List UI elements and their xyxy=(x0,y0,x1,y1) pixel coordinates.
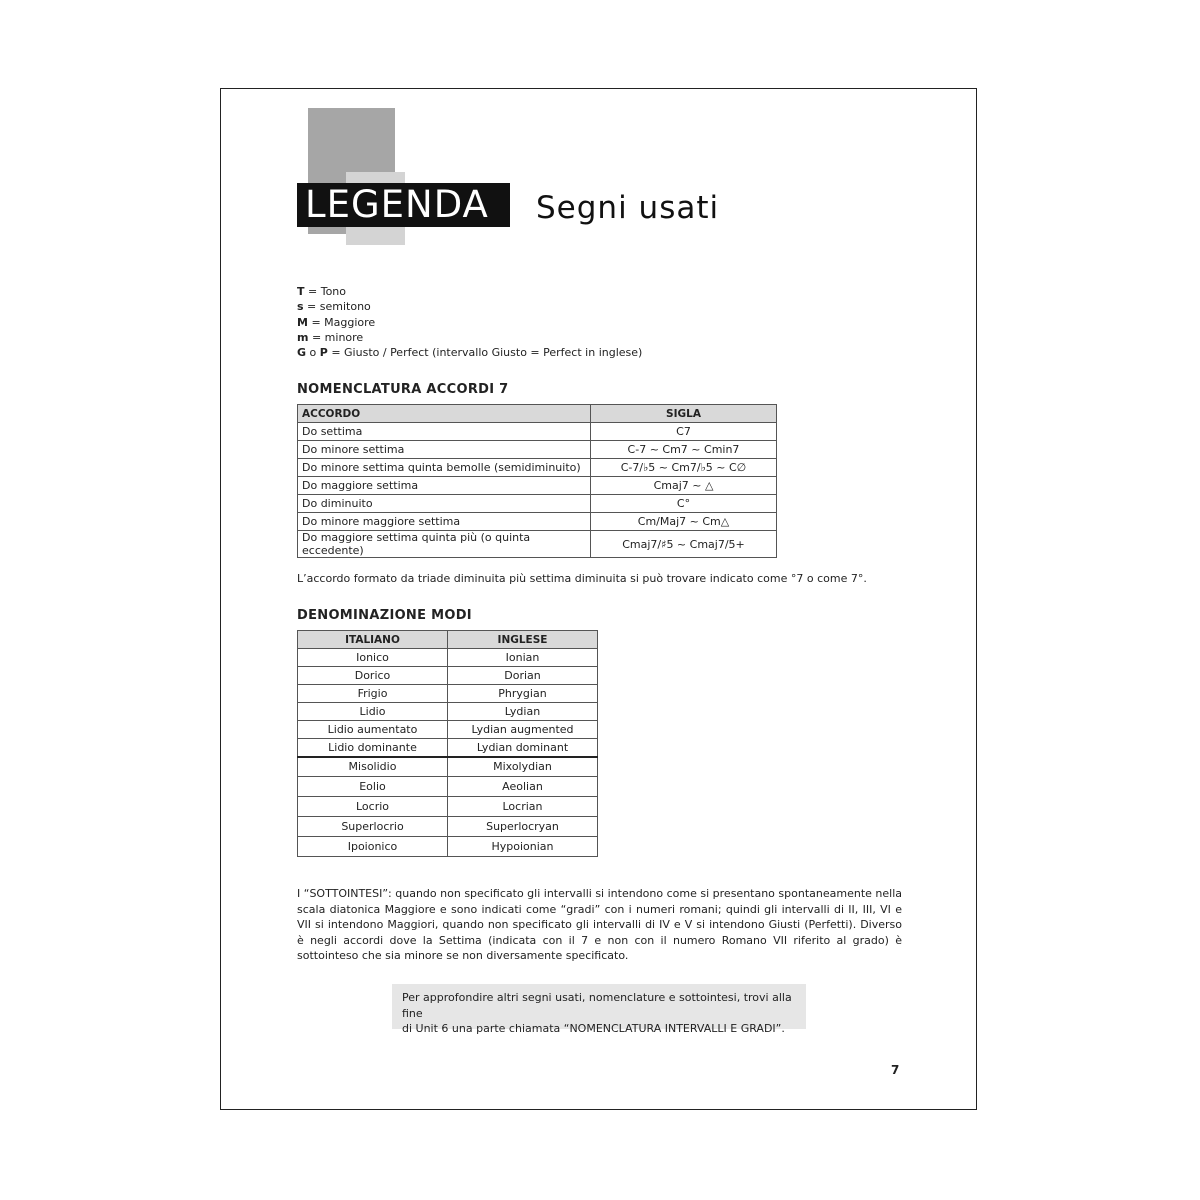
table-cell: Locrian xyxy=(448,797,598,817)
column-header: INGLESE xyxy=(448,631,598,649)
table-row xyxy=(298,649,598,667)
table-row xyxy=(298,513,777,531)
info-callout xyxy=(392,984,806,1035)
table-cell: Ionian xyxy=(448,649,598,667)
table-cell: C-7/♭5 ~ Cm7/♭5 ~ C∅ xyxy=(591,459,777,477)
table-header-row xyxy=(298,631,598,649)
table-cell: Phrygian xyxy=(448,685,598,703)
table-cell: C-7 ~ Cm7 ~ Cmin7 xyxy=(591,441,777,459)
table-row xyxy=(298,531,777,558)
page-title: Segni usati xyxy=(536,190,720,226)
callout-line: Per approfondire altri segni usati, nomenclature e sottointesi, trovi alla fine xyxy=(402,991,792,1020)
modes-table xyxy=(297,630,598,857)
table-row xyxy=(298,703,598,721)
table-cell: Do minore settima xyxy=(298,441,591,459)
table-cell: Superlocrio xyxy=(298,817,448,837)
table-row xyxy=(298,459,777,477)
table-cell: Dorico xyxy=(298,667,448,685)
column-header: ACCORDO xyxy=(298,405,591,423)
table-cell: Do settima xyxy=(298,423,591,441)
table-row xyxy=(298,777,598,797)
table-row xyxy=(298,495,777,513)
implied-intervals-paragraph: I “SOTTOINTESI”: quando non specificato gli intervalli si intendono come si presentano spontaneamente nella scala diatonica Maggiore e sono indicati come “gradi” con i numeri romani; quindi gli intervalli di II, III, VI e VII si intendono Maggiori, quando non specificato gli intervalli di IV e V si intendono Giusti (Perfetti). Diverso è negli accordi dove la Settima (indicata con il 7 e non con il numero Romano VII riferito al grado) è sottointeso che sia minore se non diversamente specificato. xyxy=(297,887,902,963)
page-number: 7 xyxy=(891,1063,900,1077)
table-cell: Mixolydian xyxy=(448,757,598,777)
table-cell: Misolidio xyxy=(298,757,448,777)
legend-item: T = Tono xyxy=(297,285,347,298)
table-row xyxy=(298,441,777,459)
table-cell: Superlocryan xyxy=(448,817,598,837)
table-cell: Do diminuito xyxy=(298,495,591,513)
table-cell: Do minore settima quinta bemolle (semidiminuito) xyxy=(298,459,591,477)
table-cell: Cmaj7/♯5 ~ Cmaj7/5+ xyxy=(591,531,777,558)
table-cell: Lidio aumentato xyxy=(298,721,448,739)
table-row xyxy=(298,685,598,703)
table-cell: Do maggiore settima xyxy=(298,477,591,495)
table-cell: Lidio xyxy=(298,703,448,721)
modes-section-title: DENOMINAZIONE MODI xyxy=(297,608,472,623)
table-cell: Aeolian xyxy=(448,777,598,797)
column-header: SIGLA xyxy=(591,405,777,423)
table-cell: Lydian xyxy=(448,703,598,721)
table-row xyxy=(298,757,598,777)
table-header-row xyxy=(298,405,777,423)
legend-item: s = semitono xyxy=(297,300,371,314)
table-cell: Eolio xyxy=(298,777,448,797)
table-cell: Do maggiore settima quinta più (o quinta eccedente) xyxy=(298,531,591,558)
table-row xyxy=(298,721,598,739)
table-cell: C7 xyxy=(591,423,777,441)
legend-item: M = Maggiore xyxy=(297,315,376,329)
table-cell: Locrio xyxy=(298,797,448,817)
table-cell: Dorian xyxy=(448,667,598,685)
chords-note: L’accordo formato da triade diminuita più settima diminuita si può trovare indicato come °7 o come 7°. xyxy=(297,572,867,585)
table-cell: Frigio xyxy=(298,685,448,703)
legend-list xyxy=(297,284,642,360)
table-cell: Ipoionico xyxy=(298,837,448,857)
table-row xyxy=(298,837,598,857)
legenda-badge: LEGENDA xyxy=(297,183,510,227)
table-row xyxy=(298,423,777,441)
table-cell: Cmaj7 ~ △ xyxy=(591,477,777,495)
chords-section-title: NOMENCLATURA ACCORDI 7 xyxy=(297,382,509,397)
table-row xyxy=(298,817,598,837)
legend-item: G o P = Giusto / Perfect (intervallo Giusto = Perfect in inglese) xyxy=(297,346,643,360)
table-cell: Hypoionian xyxy=(448,837,598,857)
column-header: ITALIANO xyxy=(298,631,448,649)
chords-table xyxy=(297,404,777,558)
table-cell: C° xyxy=(591,495,777,513)
table-row xyxy=(298,667,598,685)
table-cell: Cm/Maj7 ~ Cm△ xyxy=(591,513,777,531)
table-row xyxy=(298,797,598,817)
table-cell: Lydian augmented xyxy=(448,721,598,739)
legend-item: m = minore xyxy=(297,330,364,344)
callout-line: di Unit 6 una parte chiamata “NOMENCLATURA INTERVALLI E GRADI”. xyxy=(402,1022,785,1035)
table-row xyxy=(298,477,777,495)
table-row xyxy=(298,739,598,757)
table-cell: Ionico xyxy=(298,649,448,667)
table-cell: Do minore maggiore settima xyxy=(298,513,591,531)
table-cell: Lydian dominant xyxy=(448,739,598,757)
table-cell: Lidio dominante xyxy=(298,739,448,757)
